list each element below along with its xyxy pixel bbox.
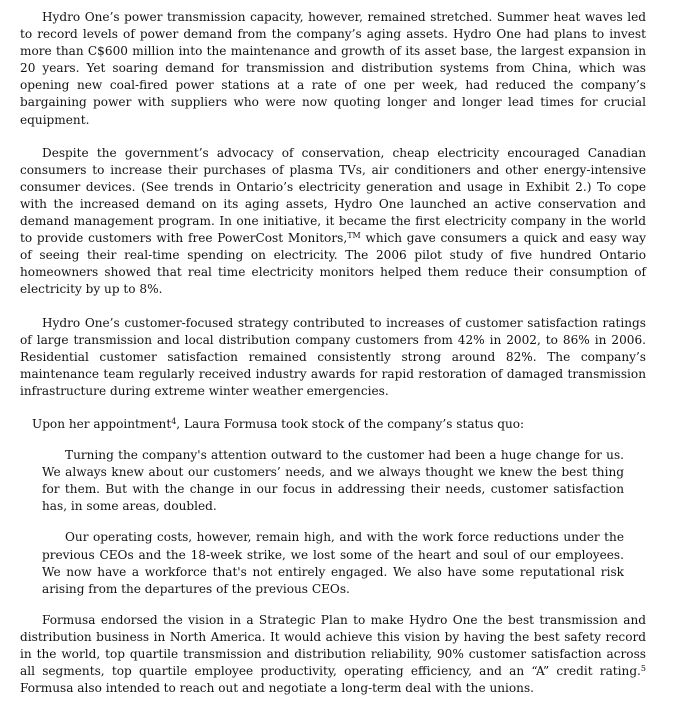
paragraph-transmission-capacity: Hydro One’s power transmission capacity, however, remained stretched. Summer heat waves led to record levels of power demand from the company’s aging assets. Hydro One had plans to invest more than C$600 million into the maintenance and growth of its asset base, the largest expansion in 20 years. Yet soaring demand for transmission and distribution systems from China, which was opening new coal-fired power stations at a rate of one per week, had reduced the company’s bargaining power with suppliers who were now quoting longer and longer lead times for crucial equipment. <box>20 10 646 127</box>
blockquote-operating-costs: Our operating costs, however, remain high, and with the work force reductions under the previous CEOs and the 18-week strike, we lost some of the heart and soul of our employees. We now have a workforce that's not entirely engaged. We also have some reputational risk arising from the departures of the previous CEOs. <box>42 530 624 596</box>
status-quo-intro-text-2: , Laura Formusa took stock of the company’s status quo: <box>176 416 525 431</box>
footnote-ref-4: 4 <box>171 416 177 426</box>
blockquote-customer-focus: Turning the company's attention outward to the customer had been a huge change for us. We always knew about our customers’ needs, and we always thought we knew the best thing for them. But with the change in our focus in addressing their needs, customer satisfaction has, in some areas, doubled. <box>42 448 624 514</box>
trademark-symbol: TM <box>347 231 361 241</box>
paragraph-strategic-plan <box>20 612 646 697</box>
paragraph-customer-satisfaction: Hydro One’s customer-focused strategy contributed to increases of customer satisfaction ratings of large transmission and local distribution company customers from 42% in 2002, to 86% in 2006. Residential customer satisfaction remained consistently strong around 82%. The company’s maintenance team regularly received industry awards for rapid restoration of damaged transmission infrastructure during extreme winter weather emergencies. <box>20 315 646 398</box>
paragraph-conservation-text-2: which gave consumers a quick and easy way of seeing their real-time spending on electricity. The 2006 pilot study of five hundred Ontario homeowners showed that real time electricity monitors helped them reduce their consumption of electricity by up to 8%. <box>20 231 647 297</box>
paragraph-conservation <box>20 145 646 299</box>
paragraph-conservation-text-1: Despite the government’s advocacy of conservation, cheap electricity encouraged Canadian consumers to increase their purchases of plasma TVs, air conditioners and other energy-intensive consumer devices. (See trends in Ontario’s electricity generation and usage in Exhibit 2.) To cope with the increased demand on its aging assets, Hydro One launched an active conservation and demand management program. In one initiative, it became the first electricity company in the world to provide customers with free PowerCost Monitors, <box>20 145 646 246</box>
footnote-ref-5: 5 <box>640 664 646 674</box>
strategic-plan-text-2: Formusa also intended to reach out and negotiate a long-term deal with the unions. <box>20 681 535 696</box>
strategic-plan-text-1: Formusa endorsed the vision in a Strategic Plan to make Hydro One the best transmission and distribution business in North America. It would achieve this vision by having the best safety record in the world, top quartile transmission and distribution reliability, 90% customer satisfaction across all segments, top quartile employee productivity, operating efficiency, and an “A” credit rating. <box>20 612 646 679</box>
status-quo-intro-text-1: Upon her appointment <box>32 416 172 431</box>
document-page <box>20 9 646 697</box>
paragraph-status-quo-intro <box>20 416 646 433</box>
